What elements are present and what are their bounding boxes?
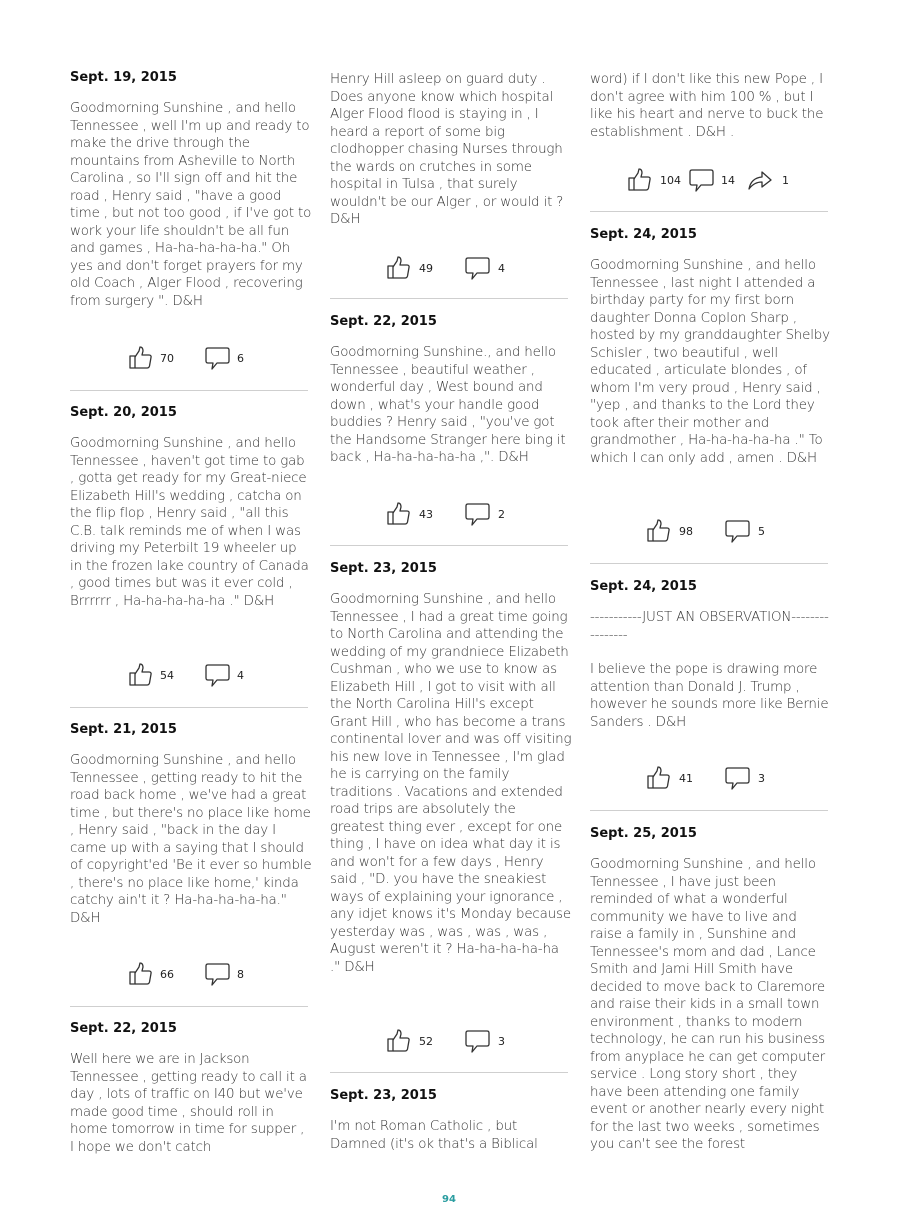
like-icon[interactable] bbox=[626, 167, 652, 193]
divider bbox=[590, 563, 828, 564]
post-date: Sept. 23, 2015 bbox=[330, 1088, 437, 1103]
comment-icon[interactable] bbox=[688, 167, 714, 193]
post-date: Sept. 19, 2015 bbox=[70, 70, 177, 85]
divider bbox=[330, 1072, 568, 1073]
comment-count: 3 bbox=[498, 1035, 505, 1048]
comment-icon[interactable] bbox=[204, 345, 230, 371]
post-body: Well here we are in Jackson Tennessee , getting ready to call it a day , lots of traffic on I40 but we've made good time , should roll in home tomorrow in time for supper , I hope we don't catch bbox=[70, 1052, 307, 1155]
post-body: Goodmorning Sunshine , and hello Tennessee , haven't got time to gab , gotta get ready for my Great-niece Elizabeth Hill's wedding , catcha on the flip flop , Henry said , "all this C.B. talk reminds me of when I was driving my Peterbilt 19 wheeler up in the frozen lake country of Canada , good times but was it ever cold , Brrrrrr , Ha-ha-ha-ha-ha ." D&H bbox=[70, 436, 309, 609]
comment-count: 6 bbox=[237, 352, 244, 365]
like-count: 49 bbox=[419, 262, 433, 275]
divider bbox=[70, 707, 308, 708]
comment-count: 3 bbox=[758, 772, 765, 785]
post-body-continued: word) if I don't like this new Pope , I don't agree with him 100 % , but I like his heart and nerve to buck the establishment . D&H . bbox=[590, 72, 824, 140]
reactions-bar bbox=[330, 501, 568, 529]
share-icon[interactable] bbox=[747, 167, 773, 193]
post-body: Goodmorning Sunshine , and hello Tennessee , I have just been reminded of what a wonderful community we have to live and raise a family in , Sunshine and Tennessee's mom and dad , Lance Smith and Jami Hill Smith have decided to move back to Claremore and raise their kids in a small town environment , thanks to modern technology, he can run his business from anyplace he can get computer service . Long story short , they have been attending one family event or another nearly every night for the last two weeks , sometimes you can't see the forest bbox=[590, 857, 826, 1152]
post-date: Sept. 24, 2015 bbox=[590, 227, 697, 242]
divider bbox=[70, 1006, 308, 1007]
like-count: 66 bbox=[160, 968, 174, 981]
reactions-bar bbox=[330, 1028, 568, 1056]
post-date: Sept. 22, 2015 bbox=[70, 1021, 177, 1036]
post-body: Goodmorning Sunshine., and hello Tennessee , beautiful weather , wonderful day , West bound and down , what's your handle good buddies ? Henry said , "you've got the Handsome Stranger here bing it back , Ha-ha-ha-ha-ha ,". D&H bbox=[330, 345, 566, 465]
divider bbox=[590, 810, 828, 811]
like-count: 98 bbox=[679, 525, 693, 538]
comment-icon[interactable] bbox=[464, 255, 490, 281]
like-icon[interactable] bbox=[127, 345, 153, 371]
like-count: 41 bbox=[679, 772, 693, 785]
share-count: 1 bbox=[782, 174, 789, 187]
post-body: Goodmorning Sunshine , and hello Tennessee , getting ready to hit the road back home , we've had a great time , but there's no place like home , Henry said , "back in the day I came up with a saying that I should of copyright'ed 'Be it ever so humble , there's no place like home,' kinda catchy ain't it ? Ha-ha-ha-ha-ha." D&H bbox=[70, 753, 312, 926]
post-body: Goodmorning Sunshine , and hello Tennessee , last night I attended a birthday party for my first born daughter Donna Coplon Sharp , hosted by my granddaughter Shelby Schisler , two beautiful , well educated , articulate blondes , of whom I'm very proud , Henry said , "yep , and thanks to the Lord they took after their mother and grandmother , Ha-ha-ha-ha-ha ." To which I can only add , amen . D&H bbox=[590, 258, 830, 466]
comment-count: 4 bbox=[237, 669, 244, 682]
like-icon[interactable] bbox=[127, 662, 153, 688]
comment-count: 14 bbox=[721, 174, 735, 187]
page-number: 94 bbox=[442, 1194, 456, 1205]
post-date: Sept. 21, 2015 bbox=[70, 722, 177, 737]
divider bbox=[330, 298, 568, 299]
like-count: 54 bbox=[160, 669, 174, 682]
like-count: 70 bbox=[160, 352, 174, 365]
comment-count: 4 bbox=[498, 262, 505, 275]
like-count: 43 bbox=[419, 508, 433, 521]
comment-icon[interactable] bbox=[724, 518, 750, 544]
post-date: Sept. 22, 2015 bbox=[330, 314, 437, 329]
post-date: Sept. 23, 2015 bbox=[330, 561, 437, 576]
like-count: 52 bbox=[419, 1035, 433, 1048]
divider bbox=[70, 390, 308, 391]
reactions-bar bbox=[590, 518, 828, 546]
post-body-continued: Henry Hill asleep on guard duty . Does anyone know which hospital Alger Flood flood is staying in , I heard a report of some big clodhopper chasing Nurses through the wards on crutches in some hospital in Tulsa , that surely wouldn't be our Alger , or would it ? D&H bbox=[330, 72, 564, 227]
reactions-bar bbox=[70, 961, 308, 989]
reactions-bar bbox=[590, 167, 828, 195]
comment-icon[interactable] bbox=[204, 961, 230, 987]
like-icon[interactable] bbox=[385, 255, 411, 281]
comment-count: 8 bbox=[237, 968, 244, 981]
comment-icon[interactable] bbox=[724, 765, 750, 791]
post-body: Goodmorning Sunshine , and hello Tennessee , I had a great time going to North Carolina and attending the wedding of my grandniece Elizabeth Cushman , who we use to know as Elizabeth Hill , I got to visit with all the North Carolina Hill's except Grant Hill , who has become a trans continental lover and was off visiting his new love in Tennessee , I'm glad he is carrying on the family traditions . Vacations and extended road trips are absolutely the greatest thing ever , except for one thing , I have on idea what day it is and won't for a few days , Henry said , "D. you have the sneakiest ways of explaining your ignorance , any idjet knows it's Monday because yesterday was , was , was , was , August weren't it ? Ha-ha-ha-ha-ha ." D&H bbox=[330, 592, 572, 975]
comment-icon[interactable] bbox=[204, 662, 230, 688]
like-count: 104 bbox=[660, 174, 681, 187]
post-body: Goodmorning Sunshine , and hello Tennessee , well I'm up and ready to make the drive through the mountains from Asheville to North Carolina , so I'll sign off and hit the road , Henry said , "have a good time , but not too good , if I've got to work your life shouldn't be all fun and games , Ha-ha-ha-ha-ha." Oh yes and don't forget prayers for my old Coach , Alger Flood , recovering from surgery ". D&H bbox=[70, 101, 312, 309]
divider bbox=[330, 545, 568, 546]
comment-count: 5 bbox=[758, 525, 765, 538]
post-date: Sept. 25, 2015 bbox=[590, 826, 697, 841]
post-date: Sept. 24, 2015 bbox=[590, 579, 697, 594]
like-icon[interactable] bbox=[645, 765, 671, 791]
reactions-bar bbox=[70, 662, 308, 690]
reactions-bar bbox=[330, 255, 568, 283]
comment-icon[interactable] bbox=[464, 501, 490, 527]
comment-icon[interactable] bbox=[464, 1028, 490, 1054]
reactions-bar bbox=[70, 345, 308, 373]
post-heading: -----------JUST AN OBSERVATION---------------- bbox=[590, 610, 829, 643]
reactions-bar bbox=[590, 765, 828, 793]
like-icon[interactable] bbox=[385, 1028, 411, 1054]
post-body: I'm not Roman Catholic , but Damned (it's ok that's a Biblical bbox=[330, 1119, 538, 1152]
post-body: I believe the pope is drawing more attention than Donald J. Trump , however he sounds more like Bernie Sanders . D&H bbox=[590, 662, 829, 730]
comment-count: 2 bbox=[498, 508, 505, 521]
divider bbox=[590, 211, 828, 212]
like-icon[interactable] bbox=[127, 961, 153, 987]
like-icon[interactable] bbox=[385, 501, 411, 527]
post-date: Sept. 20, 2015 bbox=[70, 405, 177, 420]
like-icon[interactable] bbox=[645, 518, 671, 544]
